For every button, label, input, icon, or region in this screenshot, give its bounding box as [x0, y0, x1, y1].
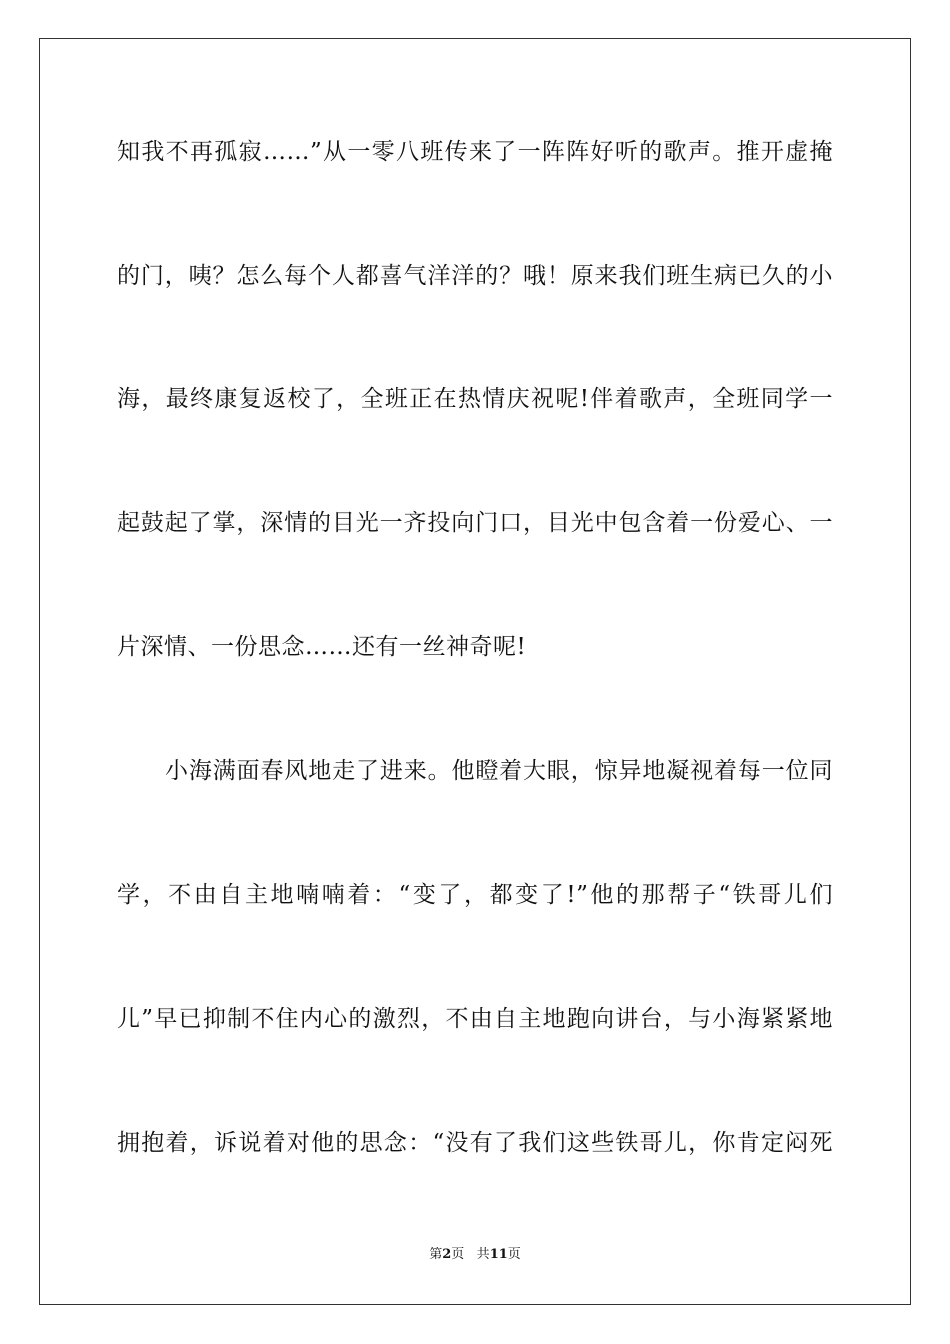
paragraph-line-2: 的门，咦？怎么每个人都喜气洋洋的？哦！原来我们班生病已久的小 [117, 263, 833, 289]
paragraph-line-4: 起鼓起了掌，深情的目光一齐投向门口，目光中包含着一份爱心、一 [117, 510, 833, 536]
paragraph-line-5: 片深情、一份思念……还有一丝神奇呢! [117, 634, 527, 660]
paragraph-line-1: 知我不再孤寂……”从一零八班传来了一阵阵好听的歌声。推开虚掩 [117, 139, 833, 165]
paragraph-line-7: 学，不由自主地喃喃着：“变了，都变了!”他的那帮子“铁哥儿们 [117, 882, 833, 908]
total-prefix: 共 [476, 1247, 490, 1262]
total-pages: 11 [489, 1247, 508, 1262]
paragraph-line-6: 小海满面春风地走了进来。他瞪着大眼，惊异地凝视着每一位同 [165, 758, 833, 784]
page-number: 2 [442, 1247, 452, 1262]
paragraph-line-8: 儿”早已抑制不住内心的激烈，不由自主地跑向讲台，与小海紧紧地 [117, 1006, 833, 1032]
page-footer [0, 1246, 950, 1264]
paragraph-line-9: 拥抱着，诉说着对他的思念：“没有了我们这些铁哥儿，你肯定闷死 [117, 1130, 833, 1156]
page-border [39, 38, 911, 1305]
paragraph-line-3: 海，最终康复返校了，全班正在热情庆祝呢!伴着歌声，全班同学一 [117, 386, 833, 412]
page-suffix: 页 [451, 1247, 465, 1262]
total-suffix: 页 [507, 1247, 521, 1262]
page-prefix: 第 [429, 1247, 443, 1262]
